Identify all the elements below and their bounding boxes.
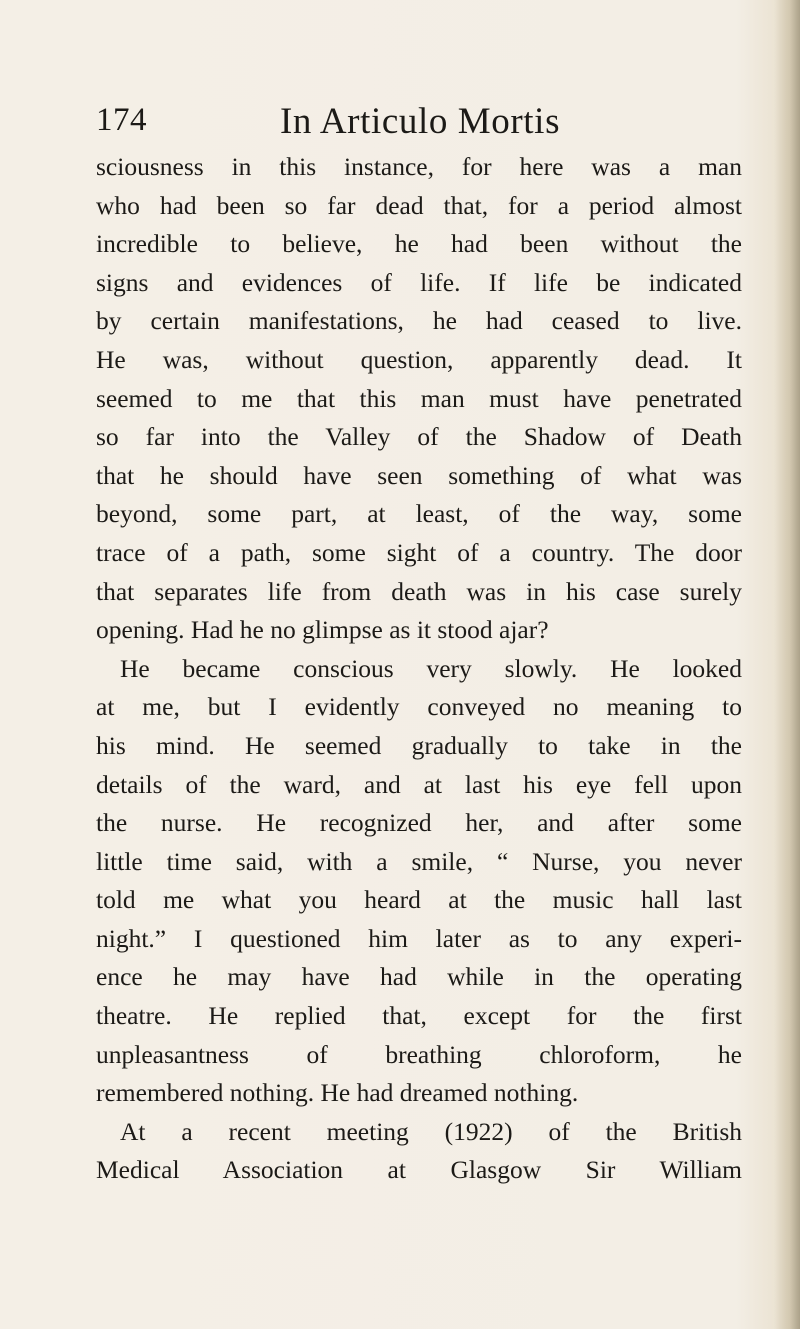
page-edge-shadow (774, 0, 800, 1329)
text-line: seemed to me that this man must have penetrated (96, 383, 742, 413)
text-line: that separates life from death was in his case surely (96, 576, 742, 606)
text-line: so far into the Valley of the Shadow of Death (96, 422, 742, 452)
text-line: the nurse. He recognized her, and after some (96, 808, 742, 838)
running-head: In Articulo Mortis (280, 101, 561, 142)
text-line: incredible to believe, he had been without the (96, 229, 742, 259)
text-line: beyond, some part, at least, of the way, some (96, 499, 742, 529)
text-line: He became conscious very slowly. He looked (120, 653, 742, 683)
page-header (96, 100, 746, 144)
text-line: his mind. He seemed gradually to take in the (96, 730, 742, 760)
page-number: 174 (96, 102, 147, 138)
text-line: opening. Had he no glimpse as it stood ajar? (96, 615, 549, 645)
text-line: little time said, with a smile, “ Nurse, you never (96, 846, 742, 876)
text-line: unpleasantness of breathing chloroform, he (96, 1039, 742, 1069)
text-line: night.” I questioned him later as to any experi- (96, 923, 742, 953)
text-line: trace of a path, some sight of a country. The door (96, 537, 742, 567)
text-line: remembered nothing. He had dreamed nothing. (96, 1078, 579, 1108)
text-line: Medical Association at Glasgow Sir William (96, 1155, 742, 1185)
text-line: details of the ward, and at last his eye fell upon (96, 769, 742, 799)
text-line: told me what you heard at the music hall last (96, 885, 742, 915)
text-line: who had been so far dead that, for a period almost (96, 190, 742, 220)
text-line: He was, without question, apparently dead. It (96, 344, 742, 374)
text-line: theatre. He replied that, except for the first (96, 1001, 742, 1031)
text-line: that he should have seen something of what was (96, 460, 742, 490)
text-line: sciousness in this instance, for here was a man (96, 152, 742, 181)
text-line: by certain manifestations, he had ceased to live. (96, 306, 742, 336)
text-line: ence he may have had while in the operating (96, 962, 742, 992)
text-line: at me, but I evidently conveyed no meaning to (96, 692, 742, 722)
text-line: signs and evidences of life. If life be indicated (96, 267, 742, 297)
body-text (96, 148, 742, 1190)
text-line: At a recent meeting (1922) of the British (120, 1116, 742, 1146)
